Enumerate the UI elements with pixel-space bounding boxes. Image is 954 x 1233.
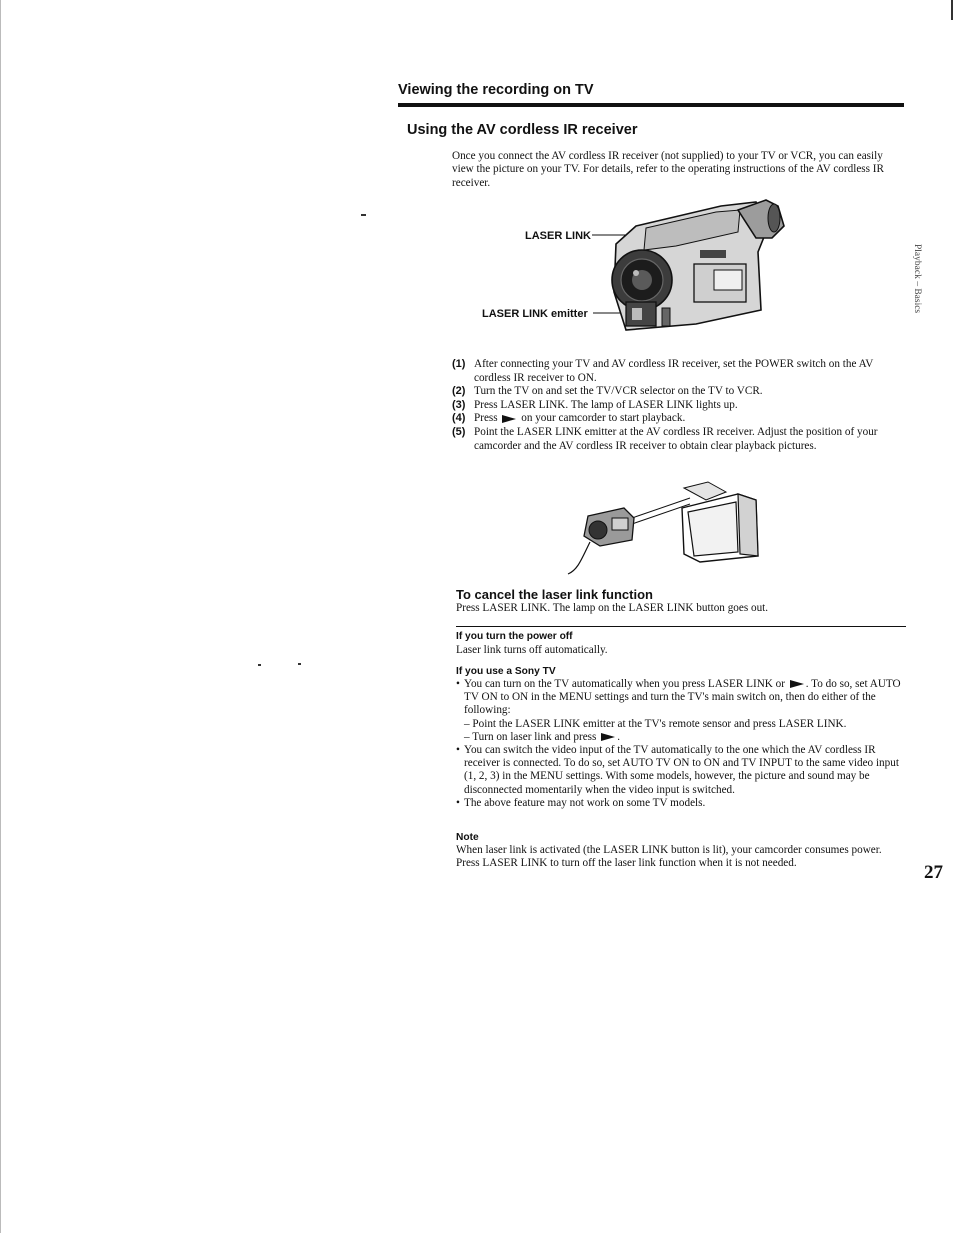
step-text: [474, 412, 906, 426]
play-icon: [502, 415, 516, 423]
dash-item: [456, 731, 908, 744]
step-number: (1): [452, 358, 466, 370]
bullet-text-pre: You can turn on the TV automatically when you press LASER LINK or: [464, 678, 785, 690]
steps-list: [452, 358, 906, 453]
page-number: 27: [924, 862, 943, 883]
play-icon: [790, 680, 804, 688]
notes-divider: [456, 626, 906, 627]
side-tab-label: Playback – Basics: [912, 244, 922, 314]
step-item: [452, 385, 906, 399]
bullet-dot: •: [456, 796, 460, 809]
scan-speck: [258, 664, 261, 666]
step-text: Press LASER LINK. The lamp of LASER LINK lights up.: [474, 398, 738, 411]
cancel-body: Press LASER LINK. The lamp on the LASER LINK button goes out.: [456, 602, 769, 614]
step-item: [452, 426, 906, 453]
step-number: (3): [452, 398, 466, 411]
step-text-pre: Press: [474, 412, 498, 425]
step-item: [452, 412, 906, 426]
play-icon: [601, 733, 615, 741]
step-text-post: on your camcorder to start playback.: [521, 412, 686, 425]
bullet-text: [464, 678, 908, 718]
side-tab-text: [905, 242, 929, 322]
bullet-text: The above feature may not work on some TV models.: [464, 796, 706, 809]
scan-speck: [361, 214, 366, 216]
emitter-callout-label: LASER LINK emitter: [482, 308, 588, 320]
camcorder-tv-illustration: [560, 478, 770, 578]
bullet-item: [456, 678, 908, 718]
scan-edge: [0, 0, 1, 1233]
power-off-heading: If you turn the power off: [456, 631, 573, 642]
bullet-dot: •: [456, 678, 460, 690]
section-divider: [398, 103, 904, 107]
step-text: Point the LASER LINK emitter at the AV cordless IR receiver. Adjust the position of your camcorder and the AV cordless IR receiver to obtain clear playback pictures.: [474, 425, 878, 452]
bullet-text: You can switch the video input of the TV automatically to the one which the AV cordless IR receiver is connected. To do so, set AUTO TV ON to ON and TV INPUT to the same video input (1, 2, 3) in the MENU settings. With some models, however, the picture and sound may be disconnected momentarily when the video input is switched.: [464, 744, 899, 796]
step-text: After connecting your TV and AV cordless IR receiver, set the POWER switch on the AV cordless IR receiver to ON.: [474, 358, 874, 384]
scan-speck: [298, 663, 301, 665]
note-body: When laser link is activated (the LASER LINK button is lit), your camcorder consumes power. Press LASER LINK to turn off the laser link function when it is not needed.: [456, 844, 882, 870]
camcorder-figure: [476, 192, 806, 342]
bullet-dot: •: [456, 744, 460, 757]
dash-text-pre: – Turn on laser link and press: [464, 730, 597, 743]
intro-paragraph: Once you connect the AV cordless IR receiver (not supplied) to your TV or VCR, you can easily view the picture on your TV. For details, refer to the operating instructions of the AV cordless IR receiver.: [452, 150, 884, 189]
step-number: (2): [452, 385, 466, 398]
power-off-body: Laser link turns off automatically.: [456, 644, 608, 656]
side-tab: [905, 242, 929, 322]
bullet-item: [456, 744, 908, 797]
bullet-text-post: . To do so, set AUTO TV ON to ON in the MENU settings and turn the TV's main switch on, then do either of the following:: [464, 678, 901, 717]
step-item: [452, 399, 906, 413]
scan-speck: [951, 0, 953, 20]
section-title: Viewing the recording on TV: [398, 82, 594, 98]
step-text: Turn the TV on and set the TV/VCR selector on the TV to VCR.: [474, 385, 763, 398]
note-heading: Note: [456, 832, 479, 843]
step-item: [452, 358, 906, 385]
step-number: (4): [452, 412, 466, 425]
sony-tv-heading: If you use a Sony TV: [456, 666, 556, 677]
bullet-item: [456, 797, 908, 810]
sony-tv-bullets: [456, 678, 908, 810]
camcorder-tv-figure: [560, 478, 770, 578]
cancel-heading: To cancel the laser link function: [456, 587, 653, 602]
laser-link-callout-label: LASER LINK: [525, 230, 591, 242]
camcorder-illustration: [476, 192, 806, 342]
dash-item: – Point the LASER LINK emitter at the TV's remote sensor and press LASER LINK.: [464, 717, 847, 730]
subsection-title: Using the AV cordless IR receiver: [407, 122, 638, 138]
dash-text-post: .: [617, 730, 620, 743]
step-number: (5): [452, 425, 466, 438]
